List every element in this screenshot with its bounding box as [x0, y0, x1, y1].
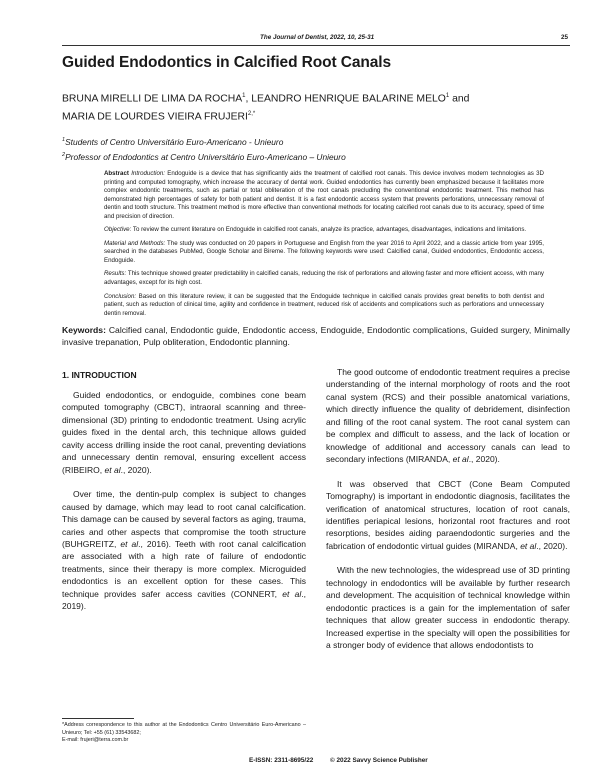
right-paragraph-1-citation-end: ., 2020).	[468, 454, 500, 465]
objective-label: Objective:	[104, 226, 132, 234]
right-paragraph-2-text: It was observed that CBCT (Cone Beam Computed Tomography) is important in endodontic diagnosis, facilitates the verification of anatomical structures, location of root canals, identifies periapical lesions, horizontal root fractures and root resorptions, besides aiding paraendodontic surgeries and the fabrication of endodontic virtual guides (MIRANDA,	[326, 478, 570, 551]
methods-text: The study was conducted on 20 papers in Portuguese and English from the year 2016 to April 2022, and a classic article from year 1995, searched in the databases PubMed, Google Scholar and Bireme. The following keywords were used: Calcified canal, Guided endodontics, Endodontic access, Endoguide.	[104, 239, 544, 264]
et-al: et al	[120, 538, 139, 549]
right-paragraph-1	[326, 366, 570, 466]
right-column	[326, 366, 570, 664]
abstract-results	[104, 270, 544, 287]
author-1: BRUNA MIRELLI DE LIMA DA ROCHA	[62, 93, 243, 105]
results-text: This technique showed greater predictability in calcified canals, reducing the risk of perforations and allowing faster and more efficient access, with many advantages, except for its high cost.	[104, 270, 544, 287]
results-label: Results:	[104, 270, 127, 278]
conclusion-text: Based on this literature review, it can be suggested that the Endoguide technique in calcified canals provides great benefits to both dentist and patient, such as reduction of clinical time, agility and confidence in treatment, reduced risk of accidents and complications such as perforations and unnecessary dentin removal.	[104, 292, 544, 317]
header-rule	[62, 45, 570, 46]
abstract-objective	[104, 226, 544, 235]
author-2-affiliation-mark: 1	[445, 93, 450, 99]
keywords-label: Keywords:	[62, 325, 106, 335]
methods-label: Material and Methods:	[104, 239, 166, 247]
author-list	[62, 89, 562, 125]
et-al: et al	[520, 540, 537, 551]
introduction-label: Introduction:	[131, 170, 166, 177]
conclusion-label: Conclusion:	[104, 292, 137, 300]
page-number: 25	[560, 34, 568, 41]
author-2: , LEANDRO HENRIQUE BALARINE MELO	[245, 93, 446, 105]
author-conjunction: and	[449, 93, 470, 105]
affiliation-1-text: Students of Centro Universitário Euro-Americano - Unieuro	[65, 137, 284, 147]
footer-issn: E-ISSN: 2311-8695/22	[249, 757, 314, 764]
author-3: MARIA DE LOURDES VIEIRA FRUJERI	[62, 111, 248, 123]
abstract-label: Abstract	[104, 170, 129, 177]
et-al: et al	[282, 588, 302, 599]
abstract	[104, 170, 544, 323]
right-paragraph-2-citation-end: ., 2020).	[536, 540, 568, 551]
section-heading-introduction: 1. INTRODUCTION	[62, 370, 137, 380]
introduction-text: Endoguide is a device that has significantly aids the treatment of calcified root canals. This device involves modern technologies as 3D printing and computed tomography, which increase the accuracy of dental work. Guided endodontics has currently been emphasized because it facilitates more complex endodontic treatments, such as partial or total obliteration of the root canals precluding the conventional endodontic treatment. This method has demonstrated high percentages of safety for both patient and dentist. It is a fast endodontic access system that prevents perforations, unnecessary removal of dentin and tooth structure. This treatment method is more effective than conventional methods for locating calcified root canals due to its accuracy, speed of time and precision of direction.	[104, 170, 544, 220]
footnote-email: E-mail: frujeri@terra.com.br	[62, 737, 129, 743]
abstract-introduction	[104, 170, 544, 221]
journal-running-head: The Journal of Dentist, 2022, 10, 25-31	[260, 34, 375, 41]
left-column	[62, 389, 306, 625]
right-paragraph-3: With the new technologies, the widespread use of 3D printing technology in endodontics will be available by further research and development. The acquisition of technical knowledge within endodontic practices is a gain for the implementation of safer techniques that allow greater success in endodontic therapy. Increased expertise in the specialty will open the possibilities for a stronger body of evidence that allows endodontists to	[326, 565, 570, 651]
footer-copyright: © 2022 Savvy Science Publisher	[330, 757, 428, 764]
affiliation-2-mark: 2	[62, 152, 66, 159]
left-paragraph-1-citation-end: ., 2020).	[120, 464, 152, 475]
et-al: et al	[452, 454, 469, 465]
affiliation-1	[62, 137, 283, 147]
left-paragraph-2-text-cont: ., 2016). Teeth with root canal calcification are associated with a high rate of failure of endodontic treatments, since their therapy is more complex. Microguided endodontics is an excellent option for these cases. This technique provides safer access cavities (CONNERT,	[62, 538, 306, 599]
affiliation-2	[62, 152, 346, 162]
left-paragraph-2	[62, 488, 306, 613]
correspondence-footnote	[62, 722, 306, 745]
abstract-conclusion	[104, 293, 544, 319]
affiliation-2-text: Professor of Endodontics at Centro Universitário Euro-Americano – Unieuro	[65, 152, 346, 162]
footnote-rule	[62, 718, 134, 719]
affiliation-1-mark: 1	[62, 137, 66, 144]
left-paragraph-2-text: Over time, the dentin-pulp complex is subject to changes caused by damage, which may lead to root canal calcification. This damage can be caused by several factors as aging, trauma, caries and other aspects that compromise the tooth structure (BUHGREITZ,	[62, 489, 306, 549]
keywords-text: Calcified canal, Endodontic guide, Endodontic access, Endoguide, Endodontic complications, Guided surgery, Minimally invasive trepanation, Pulp obliteration, Endodontic planning.	[62, 325, 570, 347]
left-paragraph-1-text: Guided endodontics, or endoguide, combines cone beam computed tomography (CBCT), intraoral scanning and three-dimensional (3D) printing to endodontic treatment. Using acrylic guides fixed in the dental arch, this technique allows guided cavity access drilling inside the root canal, preventing deviations and unnecessary dentin removal, ensuring excellent access (RIBEIRO,	[62, 390, 306, 475]
right-paragraph-1-text: The good outcome of endodontic treatment requires a precise understanding of the internal morphology of roots and the root canal system (RCS) and their possible anatomical variations, which directly influence the quality of debridement, disinfection and filling of the root canal system. The root canal system can be complex and difficult to assess, and the lack of location or knowledge of additional and accessory canals can lead to secondary infections (MIRANDA,	[326, 367, 570, 465]
author-3-affiliation-mark: 2,*	[247, 110, 256, 117]
left-paragraph-1	[62, 389, 306, 476]
author-1-affiliation-mark: 1	[242, 93, 246, 99]
keywords	[62, 324, 570, 348]
article-title: Guided Endodontics in Calcified Root Canals	[62, 54, 391, 71]
abstract-methods	[104, 240, 544, 266]
left-paragraph-2-citation-end: ., 2019).	[62, 588, 306, 612]
et-al: et al	[104, 464, 121, 475]
footnote-address: *Address correspondence to this author at the Endodontics Centro Universitário Euro-Americano – Unieuro; Tel: +55 (61) 33543682;	[62, 722, 306, 736]
right-paragraph-2	[326, 478, 570, 553]
objective-text: To review the current literature on Endoguide in calcified root canals, analyze its practice, advantages, disadvantages, indications and limitations.	[131, 226, 527, 234]
